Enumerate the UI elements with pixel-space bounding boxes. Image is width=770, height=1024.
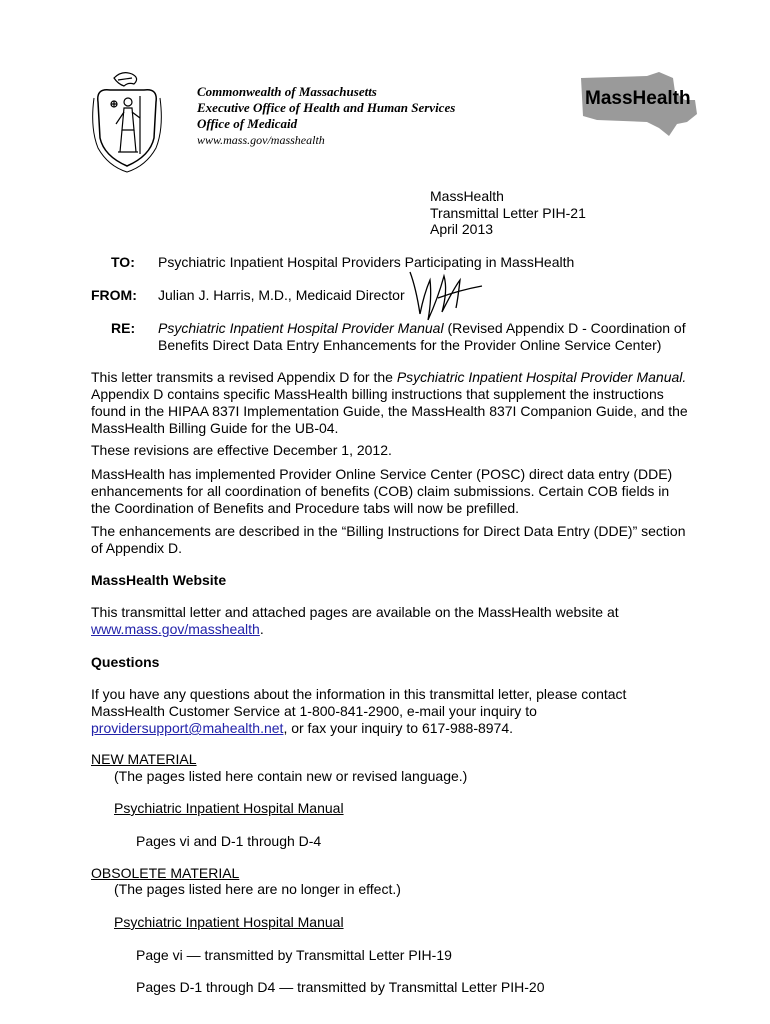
agency-line-3: Office of Medicaid	[197, 116, 298, 131]
new-material-note: (The pages listed here contain new or revised language.)	[114, 768, 468, 784]
website-paragraph	[91, 604, 691, 638]
effective-date-paragraph: These revisions are effective December 1, 2012.	[91, 442, 392, 458]
transmittal-program: MassHealth	[430, 188, 504, 204]
posc-paragraph: MassHealth has implemented Provider Online Service Center (POSC) direct data entry (DDE) enhancements for all coordination of benefits (COB) claim submissions. Certain COB fields in the Coordination of Benefits and Procedure tabs will now be prefilled.	[91, 466, 673, 516]
to-label: TO:	[111, 254, 135, 270]
agency-block	[197, 84, 455, 148]
masshealth-logo	[577, 70, 699, 138]
new-material-heading: NEW MATERIAL	[91, 751, 197, 767]
intro-paragraph	[91, 369, 691, 437]
questions-heading: Questions	[91, 654, 160, 670]
website-end: .	[259, 621, 264, 637]
questions-paragraph	[91, 686, 691, 737]
obsolete-material-note: (The pages listed here are no longer in effect.)	[114, 881, 401, 897]
to-value: Psychiatric Inpatient Hospital Providers Participating in MassHealth	[158, 254, 575, 270]
website-text: This transmittal letter and attached pages are available on the MassHealth website at	[91, 604, 619, 620]
from-label: FROM:	[91, 287, 137, 303]
website-link[interactable]: www.mass.gov/masshealth	[91, 621, 260, 637]
new-material-manual: Psychiatric Inpatient Hospital Manual	[114, 800, 344, 816]
transmittal-block	[430, 188, 586, 238]
re-description: (Revised Appendix D - Coordination of Benefits Direct Data Entry Enhancements for the Provider Online Service Center)	[158, 320, 686, 353]
intro-text-b: Appendix D contains specific MassHealth billing instructions that supplement the instructions found in the HIPAA 837I Implementation Guide, the MassHealth 837I Companion Guide, and the MassHealth Billing Guide for the UB-04.	[91, 386, 688, 436]
transmittal-date: April 2013	[430, 221, 494, 237]
website-heading: MassHealth Website	[91, 572, 227, 588]
obsolete-page-1: Page vi — transmitted by Transmittal Letter PIH-19	[136, 947, 452, 963]
intro-manual-title: Psychiatric Inpatient Hospital Provider Manual.	[396, 369, 687, 385]
re-value	[158, 320, 718, 354]
massachusetts-seal-icon	[88, 68, 166, 176]
questions-text-b: , or fax your inquiry to 617-988-8974.	[283, 720, 514, 736]
intro-text-a: This letter transmits a revised Appendix D for the	[91, 369, 397, 385]
transmittal-letter: Transmittal Letter PIH-21	[430, 204, 586, 221]
questions-text-a: If you have any questions about the information in this transmittal letter, please contact MassHealth Customer Service at 1-800-841-2900, e-mail your inquiry to	[91, 686, 627, 719]
enhancements-paragraph: The enhancements are described in the “Billing Instructions for Direct Data Entry (DDE)” section of Appendix D.	[91, 523, 686, 556]
email-link[interactable]: providersupport@mahealth.net	[91, 720, 284, 736]
re-label: RE:	[111, 320, 136, 336]
obsolete-material-heading: OBSOLETE MATERIAL	[91, 865, 240, 881]
from-value: Julian J. Harris, M.D., Medicaid Director	[158, 287, 405, 303]
agency-line-1: Commonwealth of Massachusetts	[197, 84, 377, 99]
agency-url: www.mass.gov/masshealth	[197, 133, 325, 147]
obsolete-material-manual: Psychiatric Inpatient Hospital Manual	[114, 914, 344, 930]
agency-line-2: Executive Office of Health and Human Services	[197, 100, 456, 115]
re-title: Psychiatric Inpatient Hospital Provider Manual	[158, 320, 444, 336]
obsolete-page-2: Pages D-1 through D4 — transmitted by Transmittal Letter PIH-20	[136, 979, 545, 995]
new-material-pages: Pages vi and D-1 through D-4	[136, 833, 322, 849]
logo-text: MassHealth	[585, 88, 691, 109]
